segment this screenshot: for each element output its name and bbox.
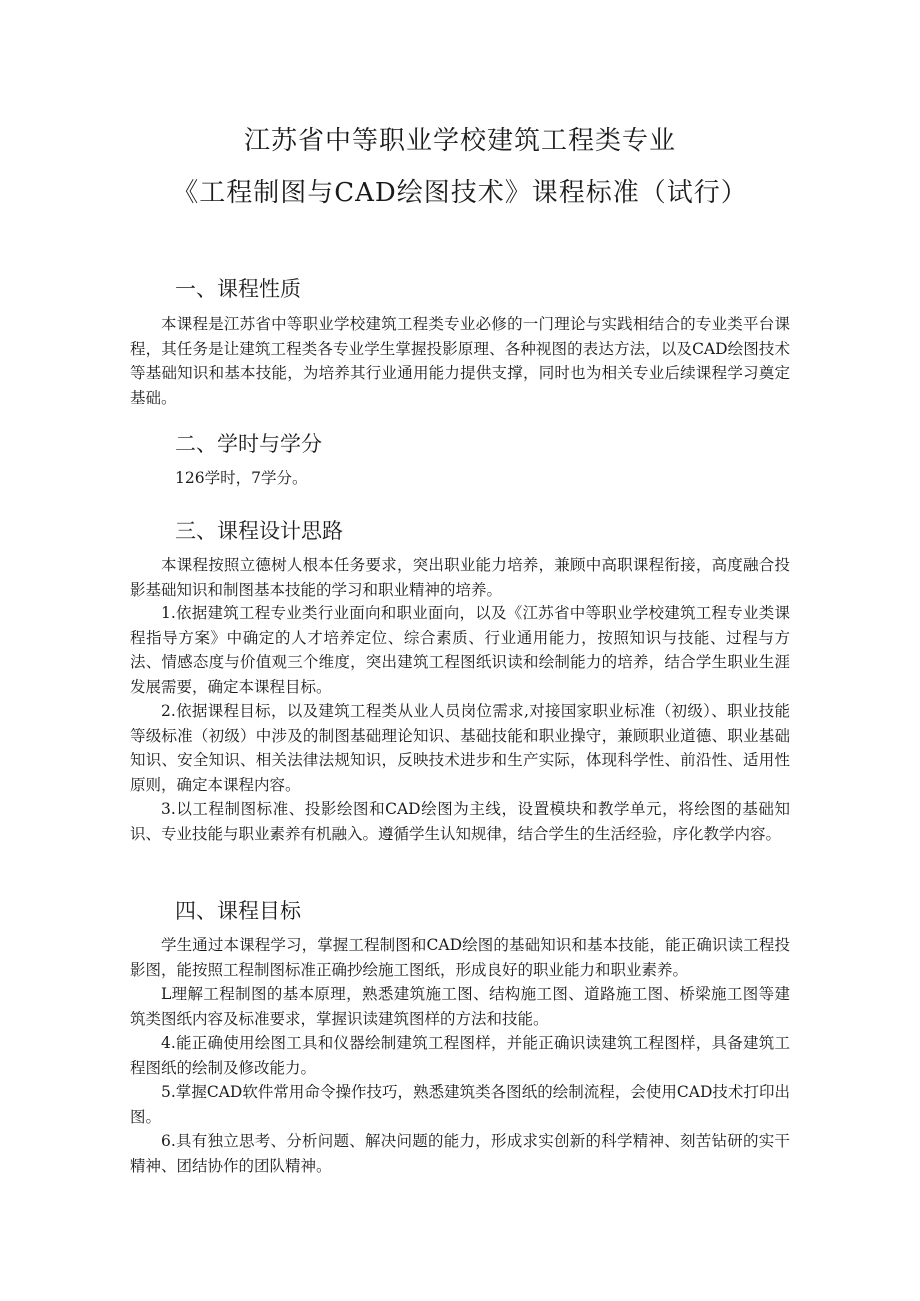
section-heading-design-approach: 三、课程设计思路 bbox=[175, 519, 343, 543]
section-heading-course-nature: 一、课程性质 bbox=[175, 277, 301, 301]
paragraph: 2.依据课程目标，以及建筑工程类从业人员岗位需求,对接国家职业标准（初级）、职业技能等级标准（初级）中涉及的制图基础理论知识、基础技能和职业操守，兼顾职业道德、职业基础知识、安全知识、相关法律法规知识，反映技术进步和生产实际，体现科学性、前沿性、适用性原则，确定本课程内容。 bbox=[130, 702, 790, 794]
paragraph: 本课程按照立德树人根本任务要求，突出职业能力培养，兼顾中高职课程衔接，高度融合投影基础知识和制图基本技能的学习和职业精神的培养。 bbox=[130, 556, 790, 599]
paragraph: 4.能正确使用绘图工具和仪器绘制建筑工程图样，并能正确识读建筑工程图样，具备建筑工程图纸的绘制及修改能力。 bbox=[130, 1034, 790, 1077]
paragraph: L理解工程制图的基本原理，熟悉建筑施工图、结构施工图、道路施工图、桥梁施工图等建筑类图纸内容及标准要求，掌握识读建筑图样的方法和技能。 bbox=[130, 985, 790, 1028]
section-heading-course-objectives: 四、课程目标 bbox=[175, 899, 301, 923]
paragraph: 本课程是江苏省中等职业学校建筑工程类专业必修的一门理论与实践相结合的专业类平台课程，其任务是让建筑工程类各专业学生掌握投影原理、各种视图的表达方法，以及CAD绘图技术等基础知识和基本技能，为培养其行业通用能力提供支撑，同时也为相关专业后续课程学习奠定基础。 bbox=[130, 315, 790, 407]
paragraph: 6.具有独立思考、分析问题、解决问题的能力，形成求实创新的科学精神、刻苦钻研的实干精神、团结协作的团队精神。 bbox=[130, 1132, 790, 1175]
paragraph: 学生通过本课程学习，掌握工程制图和CAD绘图的基础知识和基本技能，能正确识读工程投影图，能按照工程制图标准正确抄绘施工图纸，形成良好的职业能力和职业素养。 bbox=[130, 936, 790, 979]
hours-credits-text: 126学时，7学分。 bbox=[175, 469, 308, 487]
section-heading-hours-credits: 二、学时与学分 bbox=[175, 432, 322, 456]
document-title-line-2: 《工程制图与CAD绘图技术》课程标准（试行） bbox=[172, 178, 748, 208]
document-title-line-1: 江苏省中等职业学校建筑工程类专业 bbox=[243, 126, 676, 156]
paragraph: 5.掌握CAD软件常用命令操作技巧，熟悉建筑类各图纸的绘制流程，会使用CAD技术打印出图。 bbox=[130, 1083, 790, 1126]
paragraph: 3.以工程制图标准、投影绘图和CAD绘图为主线，设置模块和教学单元，将绘图的基础知识、专业技能与职业素养有机融入。遵循学生认知规律，结合学生的生活经验，序化教学内容。 bbox=[130, 800, 790, 843]
paragraph: 1.依据建筑工程专业类行业面向和职业面向，以及《江苏省中等职业学校建筑工程专业类课程指导方案》中确定的人才培养定位、综合素质、行业通用能力，按照知识与技能、过程与方法、情感态度与价值观三个维度，突出建筑工程图纸识读和绘制能力的培养，结合学生职业生涯发展需要，确定本课程目标。 bbox=[130, 604, 790, 696]
